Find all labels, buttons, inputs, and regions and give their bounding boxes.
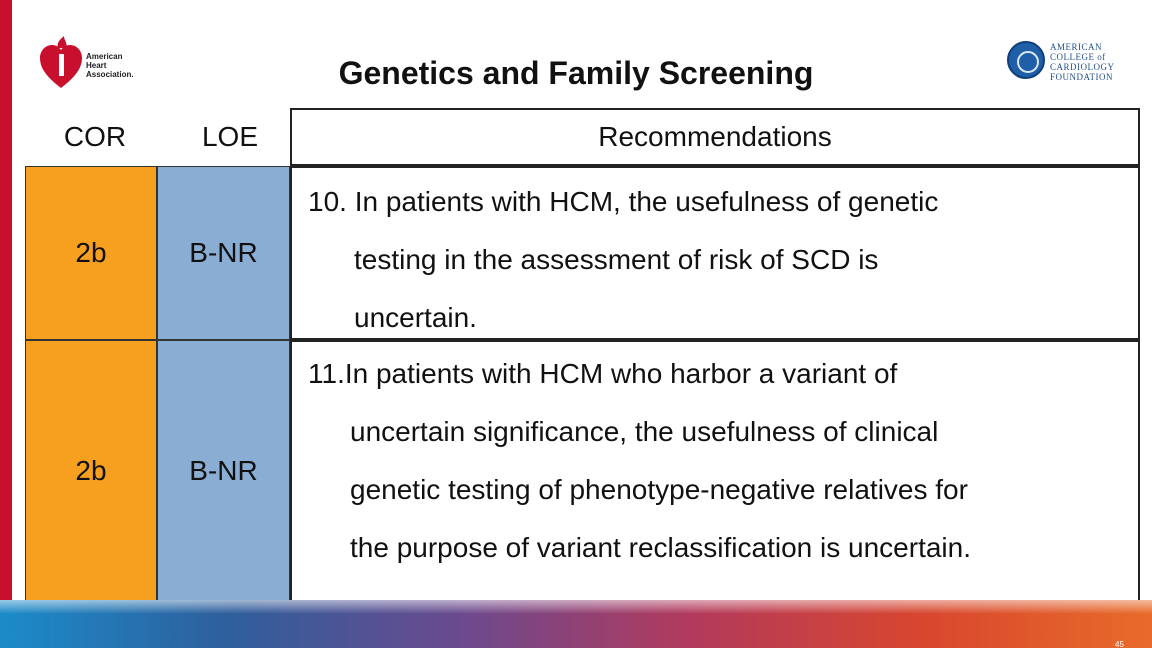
aha-wordmark-line: Heart bbox=[86, 61, 107, 70]
acc-wordmark-line: COLLEGE of bbox=[1050, 52, 1106, 62]
header-recommendations: Recommendations bbox=[290, 108, 1140, 166]
acc-wordmark-line: AMERICAN bbox=[1050, 42, 1103, 52]
row-2-loe-cell bbox=[157, 340, 290, 602]
aha-wordmark-line: American bbox=[86, 52, 123, 61]
left-accent-bar bbox=[0, 0, 12, 648]
acc-wordmark-line: FOUNDATION bbox=[1050, 72, 1113, 82]
row-1-loe-value: B-NR bbox=[189, 237, 258, 268]
acc-wordmark-line: CARDIOLOGY bbox=[1050, 62, 1115, 72]
acc-seal-icon bbox=[1007, 41, 1045, 79]
slide-title bbox=[0, 55, 1152, 92]
header-loe: LOE bbox=[201, 121, 259, 152]
header-cor: COR bbox=[63, 121, 127, 152]
recommendation-line: the purpose of variant reclassification is uncertain. bbox=[350, 532, 971, 563]
recommendation-line: genetic testing of phenotype-negative relatives for bbox=[350, 474, 968, 505]
row-2-loe-value: B-NR bbox=[189, 455, 258, 486]
recommendation-line: 10. In patients with HCM, the usefulness of genetic bbox=[308, 186, 939, 217]
row-1-cor-value: 2b bbox=[75, 237, 107, 268]
footer-gradient-bar bbox=[0, 600, 1152, 648]
recommendation-line: uncertain. bbox=[354, 302, 477, 333]
aha-wordmark-line: Association. bbox=[86, 70, 134, 79]
row-2-cor-cell bbox=[25, 340, 157, 602]
row-1-recommendation-text bbox=[308, 173, 938, 347]
acc-wordmark bbox=[1050, 42, 1115, 82]
recommendation-line: 11.In patients with HCM who harbor a variant of bbox=[308, 358, 898, 389]
row-1-cor-cell bbox=[25, 166, 157, 340]
recommendation-line: testing in the assessment of risk of SCD is bbox=[354, 244, 879, 275]
slide-title-text: Genetics and Family Screening bbox=[338, 55, 814, 91]
row-2-recommendation-text bbox=[308, 345, 971, 577]
row-1-loe-cell bbox=[157, 166, 290, 340]
row-2-cor-value: 2b bbox=[75, 455, 107, 486]
recommendation-line: uncertain significance, the usefulness of clinical bbox=[350, 416, 939, 447]
page-number: 45 bbox=[1115, 640, 1124, 649]
